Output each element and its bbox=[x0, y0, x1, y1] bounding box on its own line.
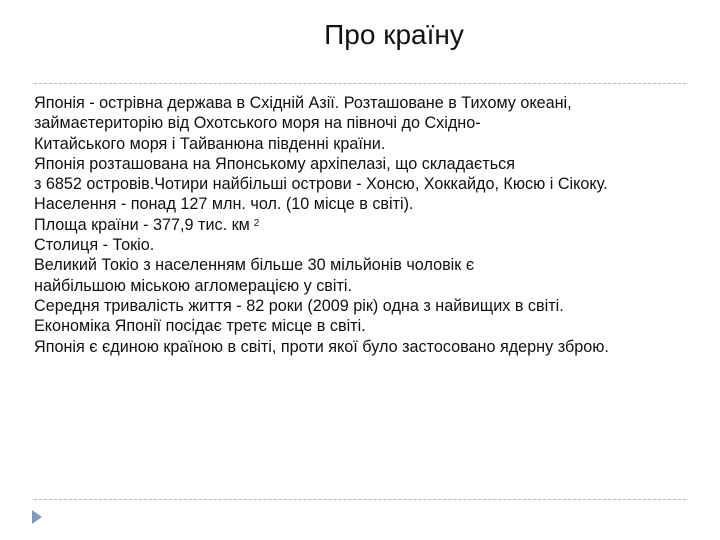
body-line: Китайського моря і Тайванюна південні країни. bbox=[34, 134, 386, 153]
body-line: займаєтериторію від Охотського моря на півночі до Східно- bbox=[34, 114, 481, 133]
body-line: Економіка Японії посідає третє місце в світі. bbox=[34, 317, 366, 336]
body-line: з 6852 островів.Чотири найбільші острови - Хонсю, Хоккайдо, Кюсю і Сікоку. bbox=[34, 175, 608, 194]
triangle-bullet-icon bbox=[30, 509, 44, 525]
area-text: Площа країни - 377,9 тис. км bbox=[34, 215, 250, 234]
slide-body bbox=[34, 93, 704, 357]
body-line: Японія - острівна держава в Східній Азії. Розташоване в Тихому океані, bbox=[34, 94, 572, 112]
body-line: Японія є єдиною країною в світі, проти якої було застосовано ядерну зброю. bbox=[34, 337, 609, 356]
body-line: найбільшою міською агломерацією у світі. bbox=[34, 276, 352, 295]
top-divider bbox=[34, 83, 686, 84]
body-line: Японія розташована на Японському архіпелазі, що складається bbox=[34, 154, 516, 173]
body-line: Середня тривалість життя - 82 роки (2009 рік) одна з найвищих в світі. bbox=[34, 296, 564, 315]
body-line: Столиця - Токіо. bbox=[34, 236, 155, 255]
body-line-area bbox=[34, 215, 704, 235]
body-line: Населення - понад 127 млн. чол. (10 місце в світі). bbox=[34, 195, 414, 214]
bottom-divider bbox=[34, 499, 686, 500]
slide-title: Про країну bbox=[324, 19, 464, 50]
superscript-two: 2 bbox=[253, 217, 260, 229]
body-line: Великий Токіо з населенням більше 30 мільйонів чоловік є bbox=[34, 256, 475, 275]
